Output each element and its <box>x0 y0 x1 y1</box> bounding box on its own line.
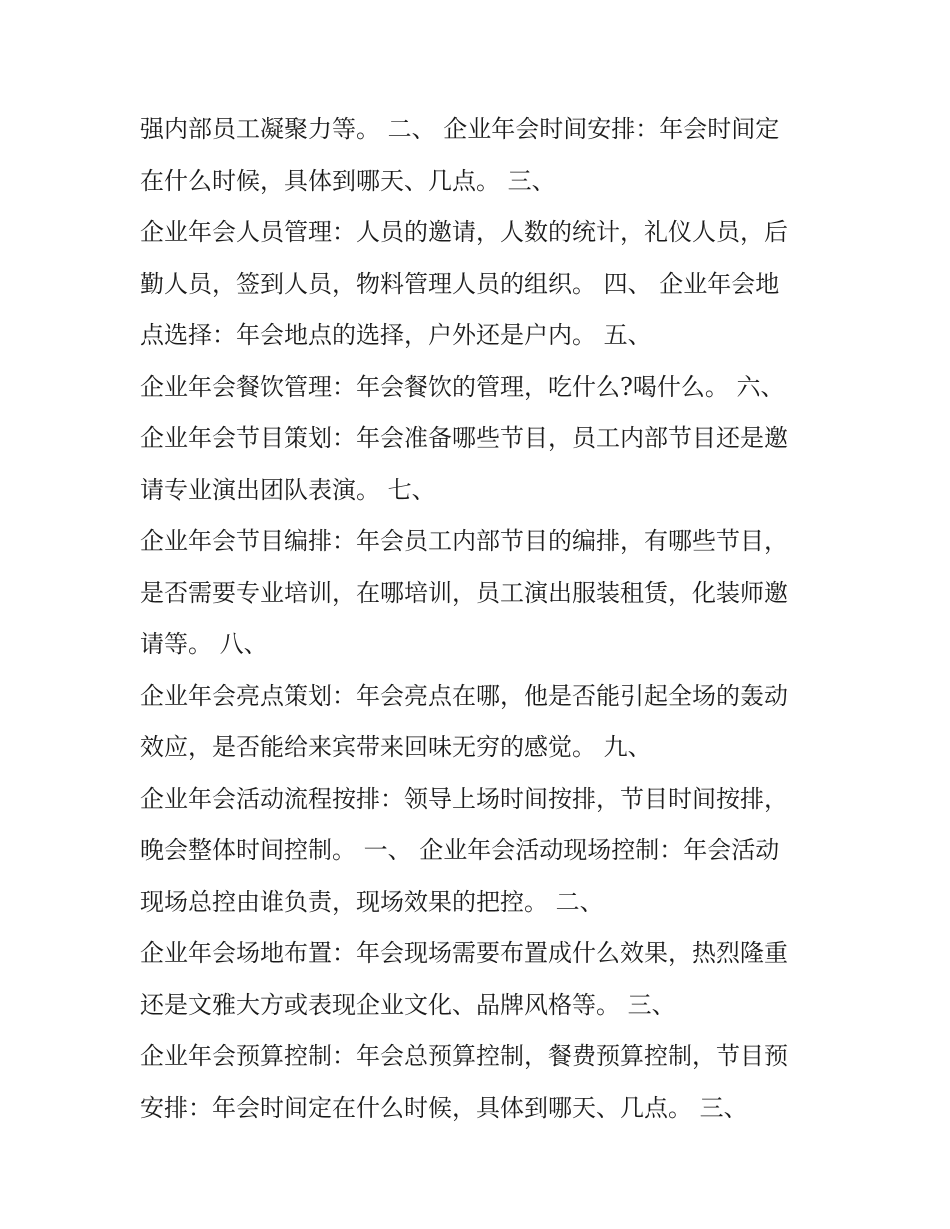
text-line: 是否需要专业培训，在哪培训，员工演出服装租赁，化装师邀 <box>140 578 788 607</box>
text-line: 强内部员工凝聚力等。 二、 企业年会时间安排：年会时间定 <box>140 115 780 143</box>
text-line: 现场总控由谁负责，现场效果的把控。 二、 <box>140 887 604 916</box>
text-line: 还是文雅大方或表现企业文化、品牌风格等。 三、 <box>140 990 676 1019</box>
text-line: 企业年会人员管理：人员的邀请，人数的统计，礼仪人员，后 <box>140 218 788 246</box>
text-line: 勤人员，签到人员，物料管理人员的组织。 四、 企业年会地 <box>140 269 780 298</box>
text-line: 效应，是否能给来宾带来回味无穷的感觉。 九、 <box>140 733 652 761</box>
text-line: 请等。 八、 <box>140 630 268 658</box>
text-line: 在什么时候，具体到哪天、几点。 三、 <box>140 166 556 195</box>
text-line: 晚会整体时间控制。 一、 企业年会活动现场控制：年会活动 <box>140 836 780 864</box>
text-line: 企业年会亮点策划：年会亮点在哪，他是否能引起全场的轰动 <box>140 681 788 710</box>
text-line: 企业年会预算控制：年会总预算控制，餐费预算控制，节目预 <box>140 1042 788 1070</box>
text-line: 请专业演出团队表演。 七、 <box>140 475 436 504</box>
text-line: 点选择：年会地点的选择，户外还是户内。 五、 <box>140 321 652 349</box>
text-line: 企业年会场地布置：年会现场需要布置成什么效果，热烈隆重 <box>140 939 788 967</box>
text-line: 企业年会活动流程按排：领导上场时间按排，节目时间按排， <box>140 784 788 813</box>
document-body <box>140 104 830 1134</box>
text-line: 企业年会节目编排：年会员工内部节目的编排，有哪些节目， <box>140 527 788 555</box>
text-line: 企业年会节目策划：年会准备哪些节目，员工内部节目还是邀 <box>140 424 788 452</box>
text-line: 企业年会餐饮管理：年会餐饮的管理，吃什么?喝什么。 六、 <box>140 372 785 401</box>
text-line: 安排：年会时间定在什么时候，具体到哪天、几点。 三、 <box>140 1093 748 1122</box>
